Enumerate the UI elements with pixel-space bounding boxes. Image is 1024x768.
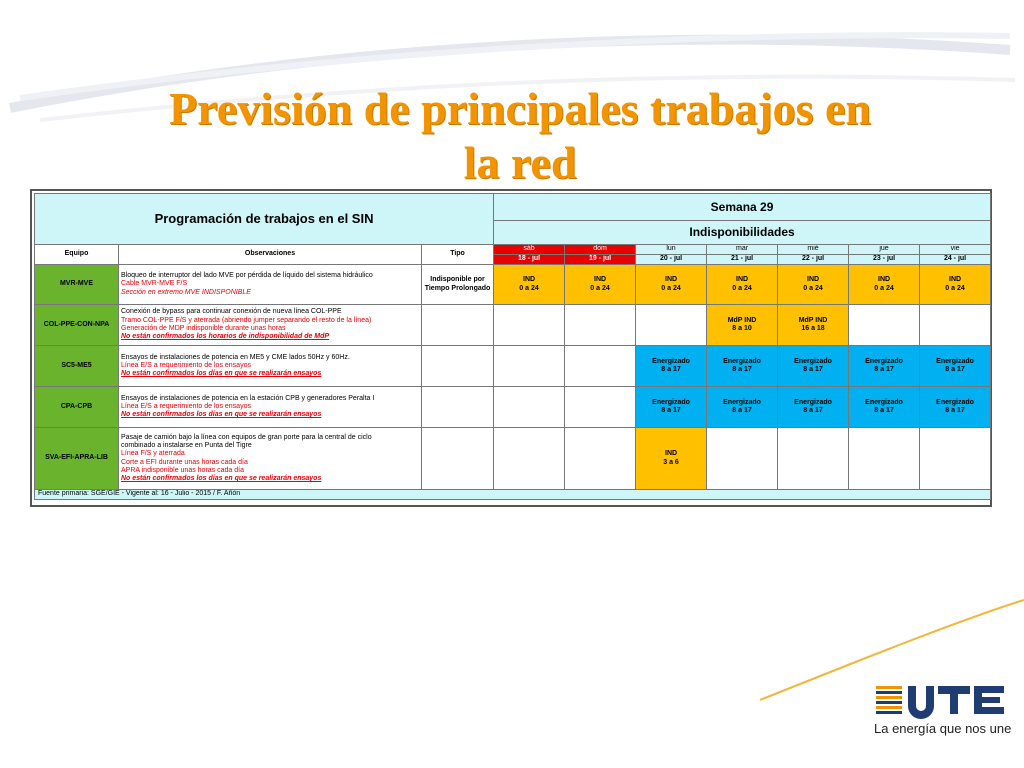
obs-line: combinado a instalarse en Punta del Tigre [121,441,252,449]
cell-status: Energizado [865,357,903,365]
schedule-cell [920,387,991,428]
table-row [35,265,991,305]
logo-tagline: La energía que nos une [874,721,1012,736]
obs-line: Conexión de bypass para continuar conexión de nueva línea COL-PPE [121,308,342,316]
cell-hours: 8 a 17 [945,366,965,373]
cell-status: IND [878,276,891,284]
cell-hours: 8 a 17 [661,366,681,373]
cell-hours: 3 a 6 [663,458,679,466]
obs-line: Bloqueo de interruptor del lado MVE por pérdida de líquido del sistema hidráulico [121,272,373,280]
table-row [35,305,991,346]
schedule-cell [707,346,778,387]
cell-status: IND [594,276,607,284]
day-name: sáb [494,245,565,255]
schedule-cell [565,428,636,490]
schedule-cell [636,305,707,346]
cell-status: Energizado [794,357,832,365]
equipment-cell: COL-PPE-CON-NPA [35,305,119,346]
schedule-cell [849,305,920,346]
schedule-cell [565,305,636,346]
type-cell [422,428,494,490]
schedule-cell [494,265,565,305]
schedule-cell [565,265,636,305]
schedule-cell [707,387,778,428]
observations-cell [119,305,422,346]
type-cell [422,305,494,346]
source-note: Fuente primaria: SGE/GIE - Vigente al: 16 - Julio - 2015 / F. Añón [35,490,991,500]
schedule-cell [565,387,636,428]
cell-hours: 0 a 24 [874,284,894,292]
schedule-cell [494,428,565,490]
cell-hours: 0 a 24 [945,284,965,292]
schedule-cell [636,387,707,428]
observations-cell [119,428,422,490]
equipment-cell: SVA-EFI-APRA-LIB [35,428,119,490]
cell-status: IND [665,276,678,284]
obs-line: APRA indisponible unas horas cada día [121,466,244,474]
table-row [35,346,991,387]
cell-status: Energizado [794,398,832,406]
schedule-cell [565,346,636,387]
obs-line: Línea E/S a requerimiento de los ensayos [121,361,251,369]
cell-hours: 8 a 17 [945,407,965,414]
cell-hours: 0 a 24 [590,284,610,292]
cell-status: Energizado [723,398,761,406]
day-date: 18 - jul [494,255,565,265]
obs-line: Sección en extremo MVE INDISPONIBLE [121,288,251,296]
schedule-cell [494,387,565,428]
schedule-cell [778,305,849,346]
cell-status: IND [665,450,678,458]
schedule-cell [778,265,849,305]
schedule-cell [707,305,778,346]
col-header-observaciones: Observaciones [119,245,422,265]
table-row [35,387,991,428]
cell-hours: 8 a 17 [803,366,823,373]
title-line-2: la red [463,137,577,188]
schedule-cell [920,346,991,387]
schedule-cell [636,428,707,490]
cell-status: MdP IND [798,316,828,324]
cell-hours: 8 a 17 [803,407,823,414]
week-label: Semana 29 [494,194,991,221]
obs-line: No están confirmados los días en que se realizarán ensayos [121,411,322,419]
observations-cell [119,387,422,428]
day-name: lun [636,245,707,255]
table-title: Programación de trabajos en el SIN [35,194,494,245]
day-name: mar [707,245,778,255]
cell-hours: 0 a 24 [519,284,539,292]
obs-line: Ensayos de instalaciones de potencia en la estación CPB y generadores Peralta I [121,394,375,402]
cell-status: Energizado [652,357,690,365]
cell-status: IND [523,276,536,284]
day-name: vie [920,245,991,255]
schedule-cell [778,346,849,387]
unavailability-label: Indisponibilidades [494,221,991,245]
cell-status: IND [736,276,749,284]
day-name: mié [778,245,849,255]
schedule-cell [849,346,920,387]
day-date: 22 - jul [778,255,849,265]
slide-title [60,82,980,190]
col-header-tipo: Tipo [422,245,494,265]
cell-hours: 0 a 24 [661,284,681,292]
schedule-cell [920,265,991,305]
day-date: 19 - jul [565,255,636,265]
cell-status: Energizado [865,398,903,406]
obs-line: Línea E/S a requerimiento de los ensayos [121,402,251,410]
cell-status: Energizado [936,398,974,406]
obs-line: Ensayos de instalaciones de potencia en ME5 y CME lados 50Hz y 60Hz. [121,353,350,361]
obs-line: No están confirmados los días en que se realizarán ensayos [121,370,322,378]
observations-cell [119,265,422,305]
cell-hours: 8 a 17 [874,407,894,414]
ute-logo-mark [872,680,1012,720]
cell-hours: 0 a 24 [803,284,823,292]
table-row [35,428,991,490]
schedule-cell [778,387,849,428]
schedule-cell [707,428,778,490]
col-header-equipo: Equipo [35,245,119,265]
cell-hours: 8 a 17 [732,366,752,373]
obs-line: No están confirmados los días en que se realizarán ensayos [121,475,322,483]
equipment-cell: MVR-MVE [35,265,119,305]
schedule-cell [707,265,778,305]
obs-line: Generación de MDP indisponible durante unas horas [121,325,286,332]
schedule-cell [849,428,920,490]
schedule-cell [920,428,991,490]
obs-line: Tramo COL-PPE F/S y aterrada (abriendo jumper separando el resto de la línea) [121,316,372,324]
day-name: dom [565,245,636,255]
obs-line: Pasaje de camión bajo la línea con equipos de gran porte para la central de ciclo [121,433,372,441]
type-cell [422,387,494,428]
equipment-cell: SC5-ME5 [35,346,119,387]
schedule-cell [920,305,991,346]
day-name: jue [849,245,920,255]
day-date: 23 - jul [849,255,920,265]
title-line-1: Previsión de principales trabajos en [169,83,871,134]
obs-line: No están confirmados los horarios de indisponibilidad de MdP [121,333,330,341]
schedule-cell [636,265,707,305]
cell-hours: 8 a 17 [661,407,681,414]
type-cell [422,346,494,387]
schedule-cell [849,265,920,305]
cell-hours: 8 a 17 [732,407,752,414]
day-date: 20 - jul [636,255,707,265]
schedule-table-container [30,189,992,507]
cell-status: IND [949,276,962,284]
day-date: 21 - jul [707,255,778,265]
schedule-cell [636,346,707,387]
schedule-cell [494,305,565,346]
cell-status: Energizado [723,357,761,365]
obs-line: Corte a EFI durante unas horas cada día [121,458,248,466]
day-date: 24 - jul [920,255,991,265]
obs-line: Cable MVR-MVE F/S [121,280,188,288]
cell-status: MdP IND [727,316,757,324]
cell-hours: 0 a 24 [732,284,752,292]
equipment-cell: CPA-CPB [35,387,119,428]
cell-hours: 8 a 17 [874,366,894,373]
schedule-cell [849,387,920,428]
schedule-table [34,193,991,500]
cell-status: IND [807,276,820,284]
cell-status: Energizado [652,398,690,406]
cell-status: Energizado [936,357,974,365]
schedule-cell [494,346,565,387]
schedule-cell [778,428,849,490]
obs-line: Línea F/S y aterrada [121,450,185,458]
observations-cell [119,346,422,387]
cell-hours: 8 a 10 [732,325,752,332]
type-cell: Indisponible por Tiempo Prolongado [422,265,494,305]
cell-hours: 16 a 18 [801,325,825,332]
